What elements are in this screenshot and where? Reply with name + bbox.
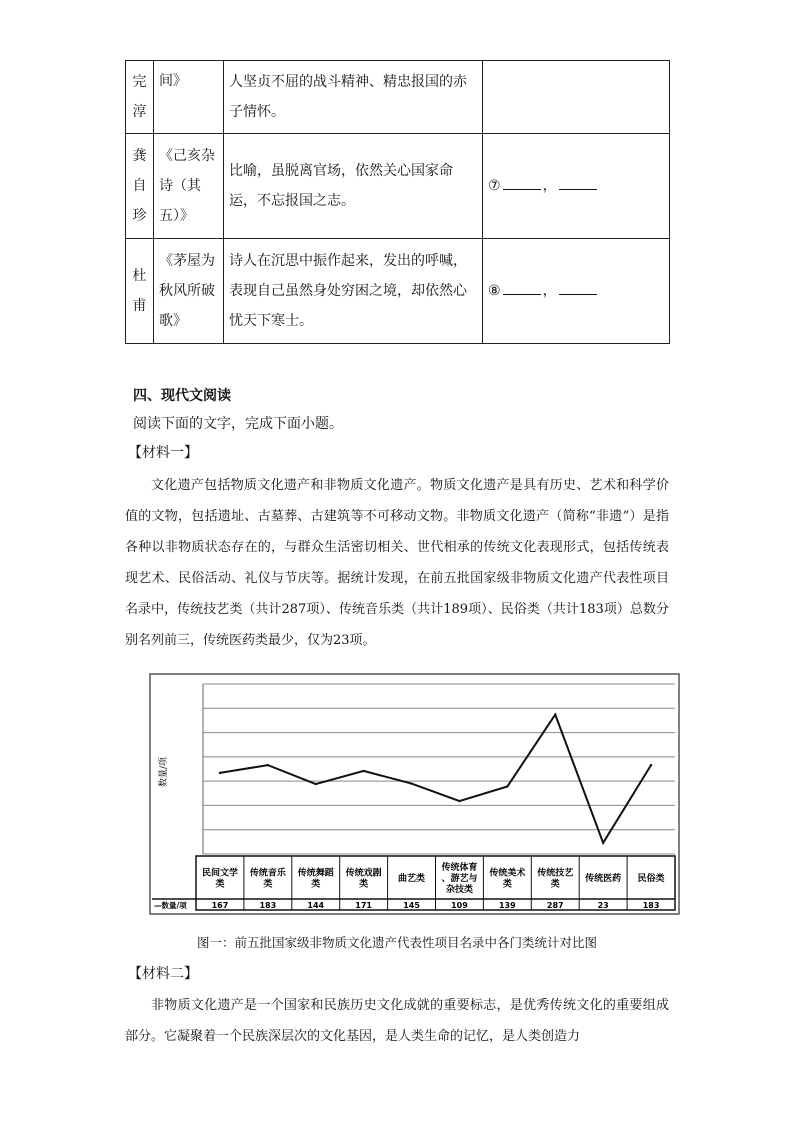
author-cell (126, 239, 154, 344)
data-point (458, 800, 460, 802)
answer-blank[interactable] (559, 175, 597, 190)
work-cell: 间》 (154, 61, 224, 134)
value-label: 167 (211, 901, 229, 910)
value-label: 144 (307, 901, 325, 910)
question-number: ⑧ (488, 283, 501, 299)
category-label: 传统音乐类 (249, 868, 286, 890)
row-label: —数量/项 (154, 901, 187, 910)
table-row (126, 239, 670, 344)
data-point (554, 713, 556, 715)
author-cell (126, 61, 154, 134)
work-cell: 《茅屋为秋风所破歌》 (154, 239, 224, 344)
value-label: 287 (546, 901, 564, 910)
section-heading: 四、现代文阅读 (133, 388, 231, 404)
value-label: 183 (259, 901, 277, 910)
blank-separator: ， (542, 283, 557, 299)
table-row (126, 61, 670, 134)
author-cell (126, 134, 154, 239)
data-point (362, 770, 364, 772)
material1-label: 【材料一】 (128, 445, 198, 461)
value-label: 139 (498, 901, 516, 910)
category-label: 传统体育、游艺与杂技类 (441, 863, 478, 895)
poem-table (125, 60, 670, 344)
material2-label: 【材料二】 (128, 966, 198, 982)
category-label: 传统医药 (585, 874, 622, 884)
work-cell: 《己亥杂诗（其五）》 (154, 134, 224, 239)
chart-caption: 图一：前五批国家级非物质文化遗产代表性项目名录中各门类统计对比图 (196, 935, 597, 950)
data-point (267, 764, 269, 766)
value-label: 145 (403, 901, 420, 910)
value-label: 171 (355, 901, 373, 910)
line-chart (148, 672, 681, 916)
value-label: 109 (451, 901, 468, 910)
category-label: 传统舞蹈类 (297, 868, 334, 890)
answer-blank[interactable] (559, 280, 597, 295)
material1-paragraph: 文化遗产包括物质文化遗产和非物质文化遗产。物质文化遗产是具有历史、艺术和科学价值的文物，包括遗址、古墓葬、古建筑等不可移动文物。非物质文化遗产（简称“非遗”）是指各种以非物质状态存在的，与群众生活密切相关、世代相承的传统文化表现形式，包括传统表现艺术、民俗活动、礼仪与节庆等。据统计发现，在前五批国家级非物质文化遗产代表性项目名录中，传统技艺类（共计287项）、传统音乐类（共计189项）、民俗类（共计183项）总数分别名列前三，传统医药类最少，仅为23项。 (125, 478, 669, 648)
value-label: 23 (597, 901, 609, 910)
category-label: 曲艺类 (398, 874, 426, 884)
answer-cell (483, 134, 670, 239)
meaning-cell: 比喻，虽脱离官场，依然关心国家命运，不忘报国之志。 (224, 134, 483, 239)
author-name: 龚 自 珍 (132, 148, 147, 224)
data-point (410, 782, 412, 784)
data-point (602, 842, 604, 844)
answer-cell (483, 239, 670, 344)
answer-blank[interactable] (503, 280, 541, 295)
answer-cell (483, 61, 670, 134)
category-label: 民俗类 (637, 874, 665, 884)
meaning-cell: 人坚贞不屈的战斗精神、精忠报国的赤子情怀。 (224, 61, 483, 134)
author-name: 杜 甫 (132, 268, 147, 314)
question-number: ⑦ (488, 178, 501, 194)
answer-blank[interactable] (503, 175, 541, 190)
y-axis-label: 数量/项 (159, 756, 169, 788)
blank-separator: ， (542, 178, 557, 194)
material2-paragraph: 非物质文化遗产是一个国家和民族历史文化成就的重要标志，是优秀传统文化的重要组成部分。它凝聚着一个民族深层次的文化基因，是人类生命的记忆，是人类创造力 (125, 998, 669, 1044)
category-label: 传统技艺类 (537, 868, 574, 890)
value-label: 183 (642, 901, 660, 910)
author-name: 完 淳 (132, 74, 147, 120)
category-label: 传统美术类 (489, 868, 526, 890)
data-point (219, 772, 221, 774)
meaning-cell: 诗人在沉思中振作起来，发出的呼喊，表现自己虽然身处穷困之境，却依然心忧天下寒士。 (224, 239, 483, 344)
section-instruction: 阅读下面的文字，完成下面小题。 (133, 416, 343, 432)
data-point (650, 764, 652, 766)
data-point (315, 783, 317, 785)
category-label: 民间文学类 (201, 868, 238, 890)
data-point (506, 785, 508, 787)
category-label: 传统戏剧类 (345, 868, 382, 890)
table-row (126, 134, 670, 239)
